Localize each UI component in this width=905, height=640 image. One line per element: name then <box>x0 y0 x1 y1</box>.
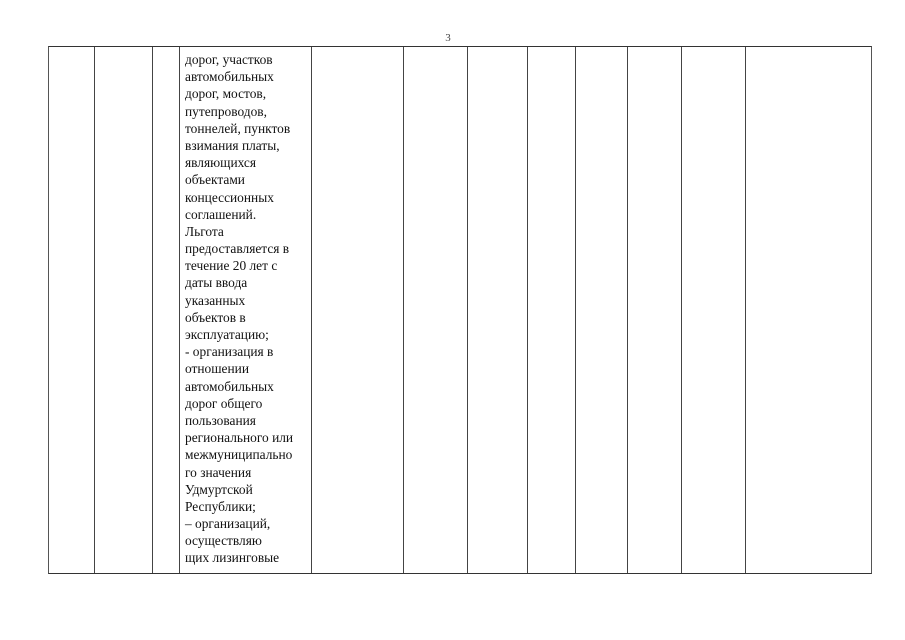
cell-text-line: дорог, участков <box>185 52 273 67</box>
cell-text-line: течение 20 лет с <box>185 258 278 274</box>
cell-text-line: указанных <box>185 292 246 308</box>
cell-text-line: предоставляется в <box>185 241 290 257</box>
cell-text-line: осуществляю <box>185 533 262 549</box>
cell-text-line: дорог общего <box>185 395 263 411</box>
cell-text-line: концессионных <box>185 189 274 205</box>
benefits-table <box>48 46 872 574</box>
column-divider <box>94 47 95 573</box>
column-divider <box>179 47 180 573</box>
cell-text-line: путепроводов, <box>185 103 267 119</box>
column-divider <box>152 47 153 573</box>
column-divider <box>527 47 528 573</box>
cell-text-line: регионального или <box>185 430 294 446</box>
cell-text-line: дорог, мостов, <box>185 86 267 102</box>
column-divider <box>627 47 628 573</box>
cell-text-line: являющихся <box>185 155 257 171</box>
column-divider <box>403 47 404 573</box>
cell-text-line: объектами <box>185 172 245 188</box>
cell-text-line: взимания платы, <box>185 137 280 153</box>
cell-text-line: автомобильных <box>185 378 274 394</box>
page-number: 3 <box>445 32 451 44</box>
cell-text-line: пользования <box>185 412 256 428</box>
column-divider <box>745 47 746 573</box>
cell-text-line: эксплуатацию; <box>185 327 269 342</box>
cell-text-line: Льгота <box>185 223 224 239</box>
benefit-description-cell <box>185 51 313 567</box>
cell-text-line: го значения <box>185 464 252 480</box>
cell-text-line: щих лизинговые <box>185 550 280 566</box>
cell-text-line: тоннелей, пунктов <box>185 120 291 136</box>
cell-text-line: – организаций, <box>185 516 271 532</box>
column-divider <box>575 47 576 573</box>
column-divider <box>467 47 468 573</box>
cell-text-line: объектов в <box>185 309 246 325</box>
cell-text-line: Удмуртской <box>185 481 253 497</box>
cell-text-line: даты ввода <box>185 275 248 291</box>
cell-text-line: отношении <box>185 361 249 377</box>
cell-text-line: автомобильных <box>185 69 274 85</box>
cell-text-line: Республики; <box>185 498 256 514</box>
cell-text-line: межмуниципально <box>185 447 293 463</box>
cell-text-line: соглашений. <box>185 206 257 222</box>
cell-text-line: - организация в <box>185 344 274 360</box>
column-divider <box>681 47 682 573</box>
